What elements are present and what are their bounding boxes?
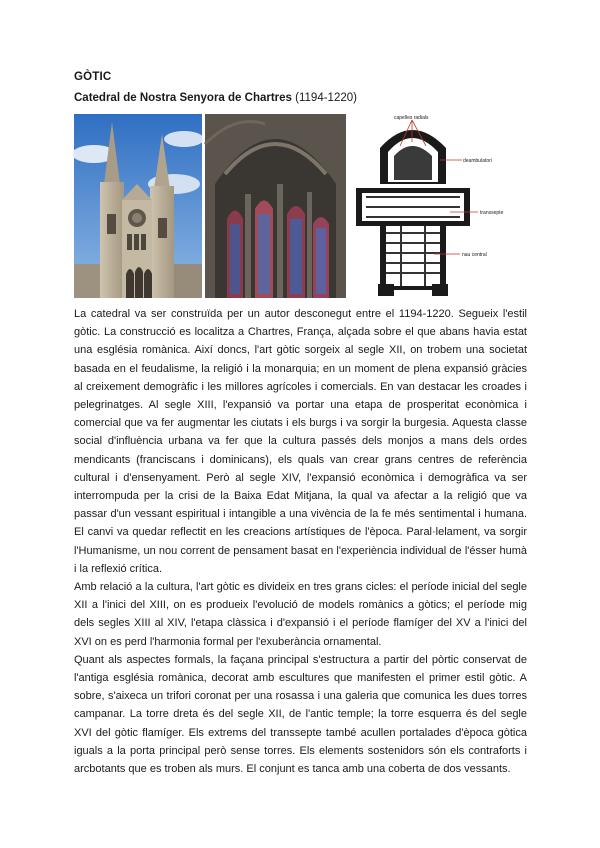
cathedral-name: Catedral de Nostra Senyora de Chartres xyxy=(74,92,292,104)
section-heading: GÒTIC xyxy=(74,71,112,83)
cathedral-facade-photo xyxy=(74,114,202,298)
label-capelles: capelles radials xyxy=(394,115,429,121)
body-text xyxy=(74,305,527,778)
paragraph: Amb relació a la cultura, l'art gòtic es divideix en tres grans cicles: el període inicial del segle XII a l'inici del XIII, on es produeix l'evolució de models romànics a gòtics; el període mig dels segles XIII al XIV, l'etapa clàssica i d'expansió i el període flamíger del XV a l'inici del XVI on es perd l'harmonia formal per l'exuberància ornamental. xyxy=(74,581,527,648)
label-transsepte: transsepte xyxy=(480,210,504,216)
artwork-title xyxy=(74,92,357,104)
paragraph: La catedral va ser construïda per un autor desconegut entre el 1194-1220. Segueix l'estil gòtic. La construcció es localitza a Chartres, França, alçada sobre el que abans havia estat una església romànica. Així doncs, l'art gòtic sorgeix al segle XII, on trobem una societat basada en el feudalisme, la religió i la monarquia; en un moment de plena expansió gràcies al creixement demogràfic i les millores agrícoles i comercials. En van destacar les croades i pelegrinatges. Al segle XIII, l'expansió va portar una etapa de prosperitat econòmica i comercial que va fer augmentar les ciutats i els burgs i va sorgir la burgesia. Aquesta classe social d'influència urbana va fer que la cultura passés dels monjos a mans dels ordes mendicants (franciscans i dominicans), els quals van crear grans centres de referència cultural i d'ensenyament. Però al segle XIV, l'expansió econòmica i demogràfica va ser interrompuda per la crisi de la Baixa Edat Mitjana, la qual va afectar a la religió que va passar d'un vessant espiritual i intangible a una vivència de la fe més sentimental i humana. El canvi va quedar reflectit en les creacions artístiques de l'època. Paral·lelament, va sorgir l'Humanisme, un nou corrent de pensament basat en l'experiència individual de l'ésser humà i la reflexió crítica. xyxy=(74,308,527,575)
paragraph: Quant als aspectes formals, la façana principal s'estructura a partir del pòrtic conservat de l'antiga església romànica, decorat amb escultures que manifesten el primer estil gòtic. A sobre, s'aixeca un trifori coronat per una rosassa i una galeria que comunica les dues torres campanar. La torre dreta és del segle XII, de l'antic temple; la torre esquerra és del segle XVI del gòtic flamíger. Els extrems del transsepte també acullen portalades d'època gòtica iguals a la porta principal però sense torres. Els elements sostenidors són els contraforts i arcbotants que es troben als murs. El conjunt es tanca amb una coberta de dos vessants. xyxy=(74,653,527,776)
label-deambulatori: deambulatori xyxy=(463,158,492,164)
cathedral-dates: (1194-1220) xyxy=(295,92,357,104)
floor-plan-diagram xyxy=(350,114,504,298)
stained-glass-photo xyxy=(205,114,346,298)
label-nau: nau central xyxy=(462,252,487,258)
